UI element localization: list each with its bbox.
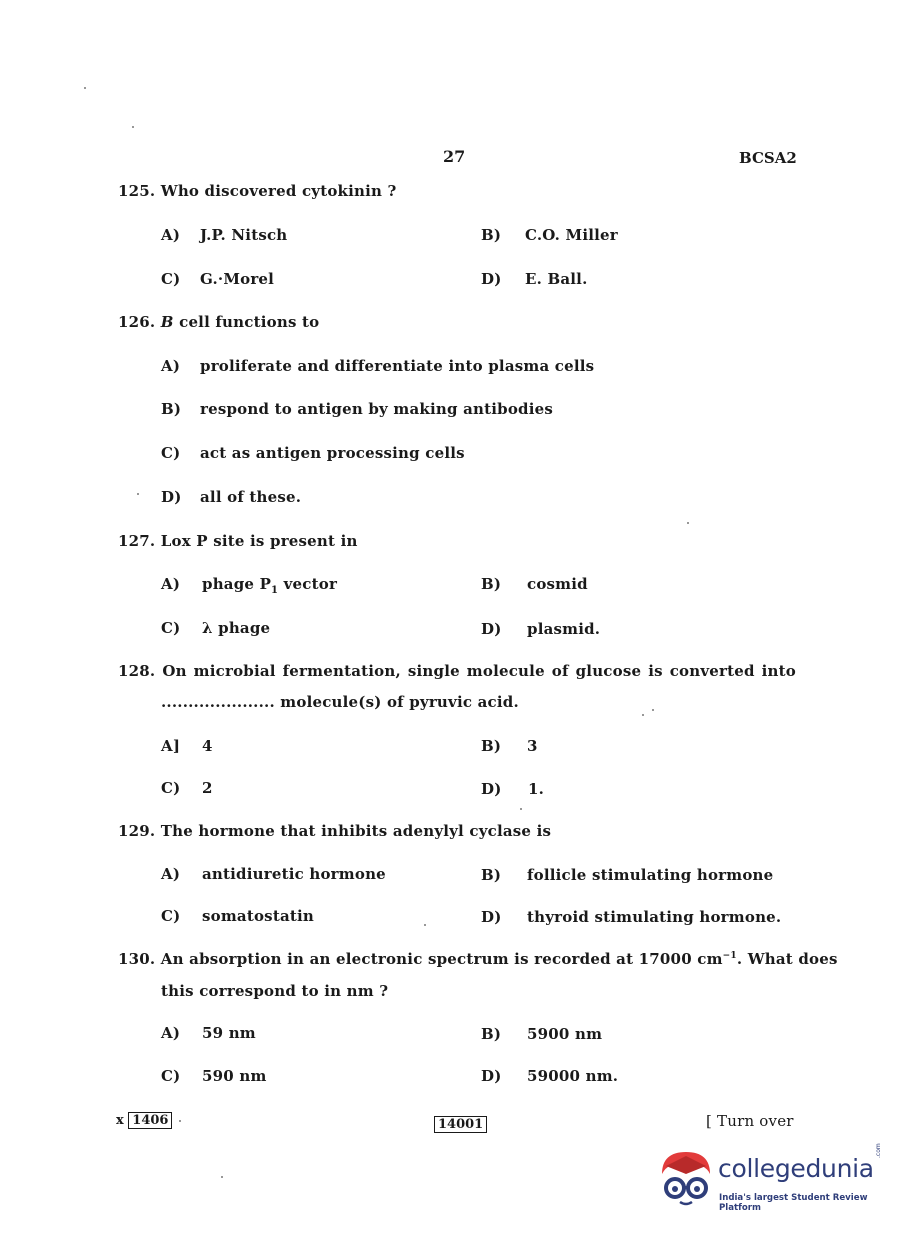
- scan-speck: [137, 493, 139, 495]
- question-text: On microbial fermentation, single molecule of glucose is converted into: [162, 662, 796, 680]
- scan-speck: [424, 924, 426, 926]
- option-text: thyroid stimulating hormone.: [527, 908, 782, 926]
- option-text: 59000 nm.: [527, 1067, 619, 1085]
- option-text: C.O. Miller: [525, 226, 618, 244]
- question-number: 130.: [118, 950, 156, 968]
- option-label: B): [161, 400, 182, 418]
- option-label: B): [481, 575, 502, 593]
- page-number: 27: [443, 147, 466, 166]
- option-text: cosmid: [527, 575, 588, 593]
- option-label: A): [161, 865, 181, 883]
- option-text: 5900 nm: [527, 1025, 603, 1043]
- option-text: G.·Morel: [200, 270, 275, 288]
- option-text: 590 nm: [202, 1067, 267, 1085]
- question-text-italic: B: [160, 313, 174, 331]
- option-text: phage $P_1$ vector: [202, 575, 338, 596]
- option-label: B): [481, 226, 502, 244]
- scan-speck: [179, 1120, 181, 1122]
- question-text: Lox P site is present in: [160, 532, 358, 550]
- scan-speck: [652, 709, 654, 711]
- option-label: D): [481, 908, 502, 926]
- superscript: −1: [722, 951, 737, 961]
- option-text: proliferate and differentiate into plasma cells: [200, 357, 595, 375]
- logo-suffix: .com: [875, 1143, 882, 1158]
- option-text: antidiuretic hormone: [202, 865, 386, 883]
- question-130: 130. An absorption in an electronic spectrum is recorded at 17000 $cm^{-1}$. What does: [118, 950, 838, 968]
- footer-center-box: 14001: [434, 1116, 487, 1133]
- question-number: 125.: [118, 182, 156, 200]
- option-label: D): [481, 620, 502, 638]
- question-text-line2: ..................... molecule(s) of pyruvic acid.: [161, 693, 519, 711]
- question-text: Who discovered cytokinin ?: [160, 182, 397, 200]
- option-label: A]: [161, 737, 181, 755]
- option-label: A): [161, 357, 181, 375]
- option-text: 2: [202, 779, 213, 797]
- footer-code-left: [116, 1113, 172, 1128]
- graduate-mascot-icon: [656, 1148, 716, 1210]
- option-text: act as antigen processing cells: [200, 444, 465, 462]
- option-label: C): [161, 779, 181, 797]
- footer-code-center: [434, 1113, 487, 1132]
- question-text: An absorption in an electronic spectrum is recorded at 17000 cm: [160, 950, 723, 968]
- option-label: D): [481, 780, 502, 798]
- logo-wordmark: collegedunia: [718, 1154, 874, 1183]
- option-label: D): [481, 1067, 502, 1085]
- question-129: [118, 822, 551, 840]
- option-label: B): [481, 737, 502, 755]
- option-label: A): [161, 1024, 181, 1042]
- scan-speck: [687, 522, 689, 524]
- scan-speck: [84, 87, 86, 89]
- question-text-line2: this correspond to in nm ?: [161, 982, 389, 1000]
- option-label: B): [481, 1025, 502, 1043]
- option-text: 1.: [528, 780, 545, 798]
- option-text: λ phage: [202, 619, 271, 637]
- footer-prefix: x: [116, 1113, 124, 1128]
- question-127: [118, 532, 358, 550]
- option-text: 4: [202, 737, 213, 755]
- option-text: respond to antigen by making antibodies: [200, 400, 554, 418]
- question-text: The hormone that inhibits adenylyl cyclase is: [160, 822, 552, 840]
- option-text: somatostatin: [202, 907, 314, 925]
- question-number: 126.: [118, 313, 156, 331]
- scan-speck: [221, 1176, 223, 1178]
- scan-speck: [520, 808, 522, 810]
- option-text: follicle stimulating hormone: [527, 866, 774, 884]
- question-number: 128.: [118, 662, 156, 680]
- question-125: [118, 182, 397, 200]
- footer-left-box: 1406: [128, 1112, 172, 1129]
- question-number: 127.: [118, 532, 156, 550]
- scan-speck: [642, 714, 644, 716]
- option-label: C): [161, 907, 181, 925]
- collegedunia-logo: [656, 1143, 896, 1218]
- logo-tagline: India's largest Student Review Platform: [719, 1193, 868, 1213]
- question-128: [118, 662, 796, 680]
- option-label: D): [161, 488, 182, 506]
- paper-code: BCSA2: [739, 149, 797, 167]
- option-text: plasmid.: [527, 620, 601, 638]
- question-126: [118, 313, 319, 331]
- option-label: B): [481, 866, 502, 884]
- turn-over-note: [ Turn over: [706, 1112, 794, 1130]
- option-text: J.P. Nitsch: [200, 226, 288, 244]
- option-label: C): [161, 1067, 181, 1085]
- option-text: all of these.: [200, 488, 302, 506]
- option-label: D): [481, 270, 502, 288]
- option-text: E. Ball.: [525, 270, 588, 288]
- option-text: 3: [527, 737, 538, 755]
- scan-speck: [132, 126, 134, 128]
- option-label: C): [161, 619, 181, 637]
- question-text: cell functions to: [179, 313, 320, 331]
- option-label: A): [161, 575, 181, 593]
- option-label: A): [161, 226, 181, 244]
- option-text: 59 nm: [202, 1024, 256, 1042]
- option-label: C): [161, 270, 181, 288]
- option-label: C): [161, 444, 181, 462]
- question-number: 129.: [118, 822, 156, 840]
